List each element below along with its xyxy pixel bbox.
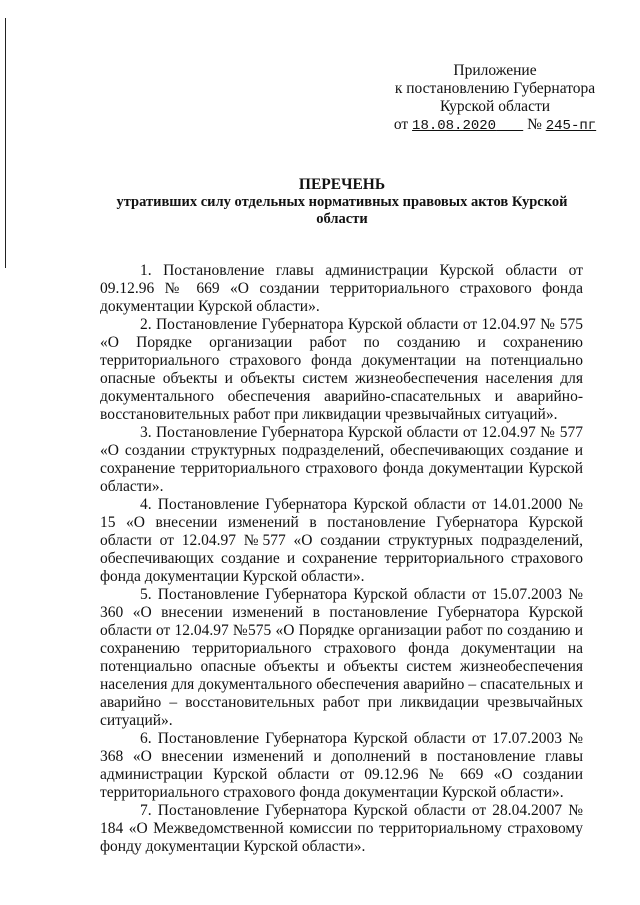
page-subtitle: утративших силу отдельных нормативных правовых актов Курской области <box>116 194 568 227</box>
page-title: ПЕРЕЧЕНЬ <box>298 176 386 193</box>
attachment-header <box>375 62 615 135</box>
date-prefix: от <box>393 116 409 133</box>
list-item: 2. Постановление Губернатора Курской области от 12.04.97 № 575 «О Порядке организации работ по созданию и сохранению территориального страхового фонда документации на потенциально опасные объекты и объекты систем жизнеобеспечения населения для документального обеспечения аварийно-спасательных и аварийно-восстановительных работ при ликвидации чрезвычайных ситуаций». <box>100 316 583 423</box>
list-item: 5. Постановление Губернатора Курской области от 15.07.2003 № 360 «О внесении изменений в постановление Губернатора Курской области от 12.04.97 №575 «О Порядке организации работ по созданию и сохранению территориального страхового фонда документации на потенциально опасные объекты и объекты систем жизнеобеспечения населения для документального обеспечения аварийно – спасательных и аварийно – восстановительных работ при ликвидации чрезвычайных ситуаций». <box>100 586 583 729</box>
header-line-1: Приложение <box>453 62 537 79</box>
document-date: 18.08.2020 <box>412 118 497 134</box>
margin-line <box>5 18 6 268</box>
header-date-number <box>375 116 615 135</box>
list-item: 3. Постановление Губернатора Курской области от 12.04.97 № 577 «О создании структурных подразделений, обеспечивающих создание и сохранение территориального страхового фонда документации Курской области». <box>100 424 583 495</box>
document-body <box>100 262 583 856</box>
list-item: 6. Постановление Губернатора Курской области от 17.07.2003 № 368 «О внесении изменений и дополнений в постановление главы администрации Курской области от 09.12.96 № 669 «О создании территориального страхового фонда документации Курской области». <box>100 730 583 801</box>
document-number: 245-пг <box>545 118 597 134</box>
list-item: 1. Постановление главы администрации Курской области от 09.12.96 № 669 «О создании территориального страхового фонда документации Курской области». <box>100 262 583 315</box>
list-item: 7. Постановление Губернатора Курской области от 28.04.2007 № 184 «О Межведомственной комиссии по территориальному страховому фонду документации Курской области». <box>100 802 583 855</box>
date-underline <box>496 116 523 133</box>
header-line-3: Курской области <box>439 98 551 115</box>
header-line-2: к постановлению Губернатора <box>394 80 596 97</box>
number-prefix: № <box>527 116 542 133</box>
list-item: 4. Постановление Губернатора Курской области от 14.01.2000 № 15 «О внесении изменений в постановление Губернатора Курской области от 12.04.97 №577 «О создании структурных подразделений, обеспечивающих создание и сохранение территориального страхового фонда документации Курской области». <box>100 496 583 585</box>
